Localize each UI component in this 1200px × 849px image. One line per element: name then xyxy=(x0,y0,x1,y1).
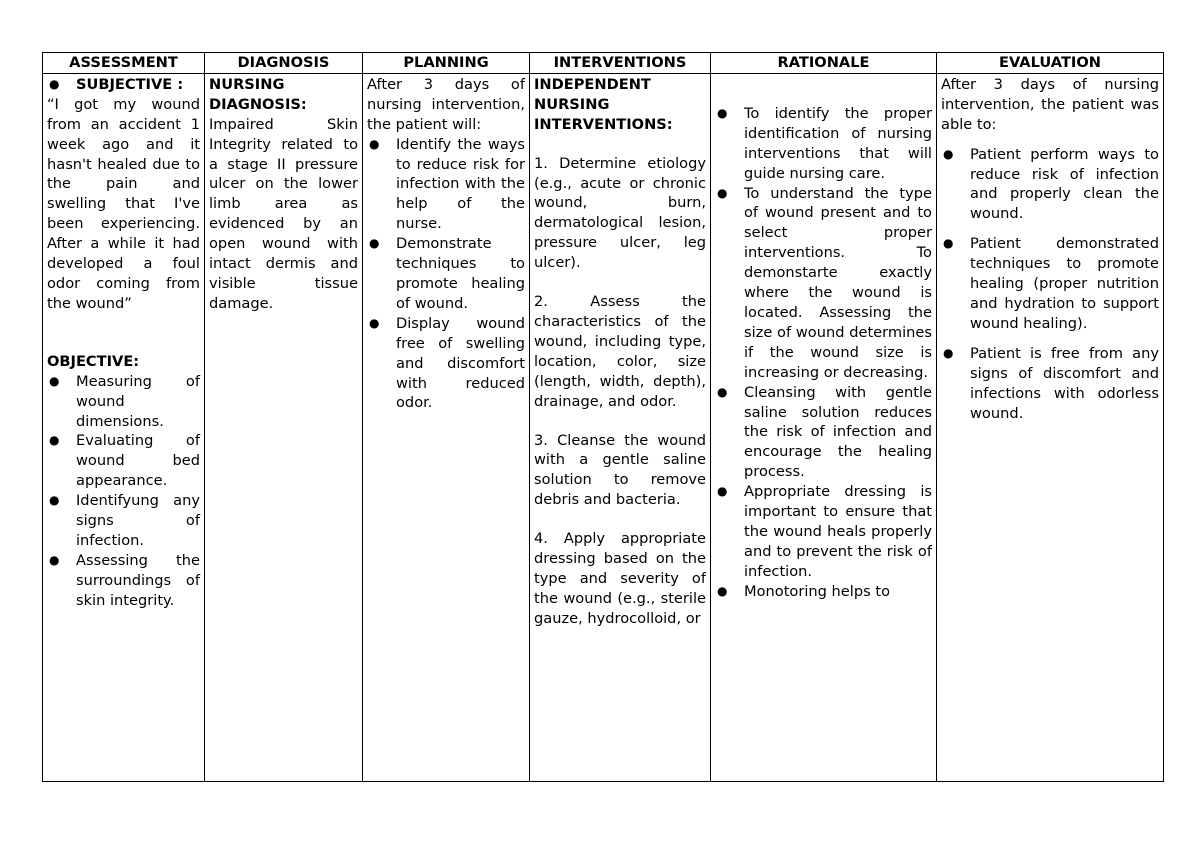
evaluation-cell xyxy=(937,73,1164,781)
header-evaluation: EVALUATION xyxy=(937,53,1164,74)
nursing-care-plan-table xyxy=(42,52,1164,782)
content-row xyxy=(43,73,1164,781)
planning-intro: After 3 days of nursing intervention, the patient will: xyxy=(367,75,525,133)
intervention-item: 2. Assess the characteristics of the wound, including type, location, color, size (length, width, depth), drainage, and odor. xyxy=(534,293,706,410)
intervention-item: 4. Apply appropriate dressing based on the type and severity of the wound (e.g., sterile gauze, hydrocolloid, or xyxy=(534,530,706,627)
intervention-item: 3. Cleanse the wound with a gentle saline solution to remove debris and bacteria. xyxy=(534,431,706,509)
list-item: ● Assessing the surroundings of skin integrity. xyxy=(47,551,200,611)
list-item: ● Measuring of wound dimensions. xyxy=(47,372,200,432)
list-item: ● Monotoring helps to xyxy=(715,582,932,602)
list-item: ● To understand the type of wound present and to select proper interventions. To demonstarte exactly where the wound is located. Assessing the size of wound determines if the wound size is increasing or decreasing. xyxy=(715,184,932,383)
list-item: ● Identifyung any signs of infection. xyxy=(47,491,200,551)
list-item: ● Demonstrate techniques to promote healing of wound. xyxy=(367,234,525,314)
evaluation-intro: After 3 days of nursing intervention, the patient was able to: xyxy=(941,75,1159,133)
rationale-list xyxy=(715,104,932,602)
list-item: ● Appropriate dressing is important to ensure that the wound heals properly and to prevent the risk of infection. xyxy=(715,482,932,582)
diagnosis-text: Impaired Skin Integrity related to a stage II pressure ulcer on the lower limb area as evidenced by an open wound with intact dermis and visible tissue damage. xyxy=(209,115,358,312)
intervention-item: 1. Determine etiology (e.g., acute or chronic wound, burn, dermatological lesion, pressure ulcer, leg ulcer). xyxy=(534,154,706,272)
planning-list xyxy=(367,135,525,414)
header-planning: PLANNING xyxy=(363,53,530,74)
list-item: ● Patient perform ways to reduce risk of infection and properly clean the wound. xyxy=(941,145,1159,225)
subjective-label: ● SUBJECTIVE : xyxy=(47,75,200,95)
header-assessment: ASSESSMENT xyxy=(43,53,205,74)
assessment-cell xyxy=(43,73,205,781)
list-item: ● To identify the proper identification of nursing interventions that will guide nursing care. xyxy=(715,104,932,184)
header-interventions: INTERVENTIONS xyxy=(530,53,711,74)
list-item: ● Patient is free from any signs of discomfort and infections with odorless wound. xyxy=(941,344,1159,424)
interventions-cell xyxy=(530,73,711,781)
diagnosis-cell xyxy=(205,73,363,781)
subjective-text: “I got my wound from an accident 1 week ago and it hasn't healed due to the pain and swelling that I've been experiencing. After a while it had developed a foul odor coming from the wound” xyxy=(47,95,200,312)
diagnosis-label: NURSING DIAGNOSIS: xyxy=(209,75,307,113)
evaluation-list xyxy=(941,145,1159,424)
list-item: ● Identify the ways to reduce risk for infection with the help of the nurse. xyxy=(367,135,525,235)
rationale-cell xyxy=(711,73,937,781)
list-item: ● Evaluating of wound bed appearance. xyxy=(47,431,200,491)
list-item: ● Display wound free of swelling and discomfort with reduced odor. xyxy=(367,314,525,414)
objective-label: OBJECTIVE: xyxy=(47,352,140,370)
objective-list xyxy=(47,372,200,611)
planning-cell xyxy=(363,73,530,781)
list-item: ● Cleansing with gentle saline solution reduces the risk of infection and encourage the healing process. xyxy=(715,383,932,483)
header-rationale: RATIONALE xyxy=(711,53,937,74)
header-diagnosis: DIAGNOSIS xyxy=(205,53,363,74)
interventions-label: INDEPENDENT NURSING INTERVENTIONS: xyxy=(534,75,673,133)
list-item: ● Patient demonstrated techniques to promote healing (proper nutrition and hydration to support wound healing). xyxy=(941,234,1159,334)
header-row xyxy=(43,53,1164,74)
